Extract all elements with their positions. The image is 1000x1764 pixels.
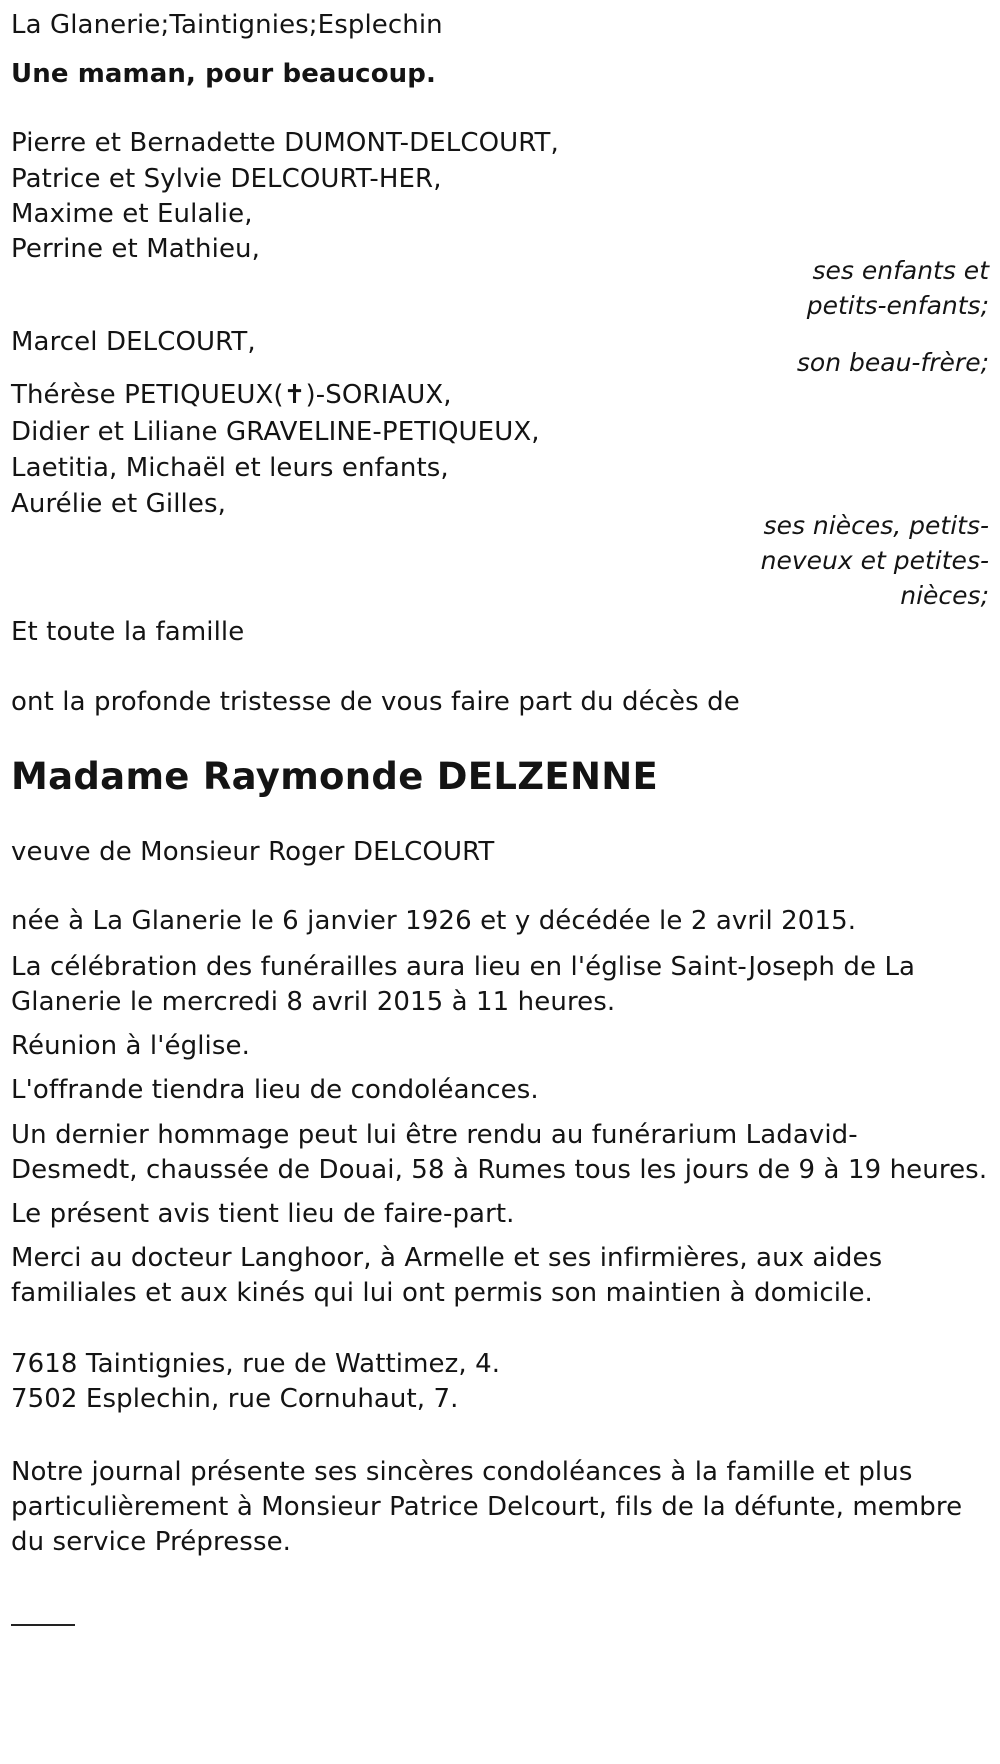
spouse-line: veuve de Monsieur Roger DELCOURT [11, 837, 495, 867]
address-line: 7502 Esplechin, rue Cornuhaut, 7. [11, 1384, 459, 1414]
closing-line: du service Prépresse. [11, 1527, 292, 1557]
family-name: Patrice et Sylvie DELCOURT-HER, [11, 164, 442, 194]
places-header: La Glanerie;Taintignies;Esplechin [11, 10, 443, 40]
relation-label: son beau-frère; [796, 348, 989, 377]
relation-label: nièces; [900, 581, 989, 610]
offering-line: L'offrande tiendra lieu de condoléances. [11, 1075, 539, 1105]
notice-line: Le présent avis tient lieu de faire-part. [11, 1199, 515, 1229]
family-name: Laetitia, Michaël et leurs enfants, [11, 453, 449, 483]
relation-label: ses nièces, petits- [763, 511, 989, 540]
closing-line: particulièrement à Monsieur Patrice Delcourt, fils de la défunte, membre [11, 1492, 963, 1522]
thanks-line: familiales et aux kinés qui lui ont permis son maintien à domicile. [11, 1278, 873, 1308]
deceased-name: Madame Raymonde DELZENNE [11, 755, 659, 798]
announcement: ont la profonde tristesse de vous faire part du décès de [11, 687, 740, 717]
closing-line: Notre journal présente ses sincères condoléances à la famille et plus [11, 1457, 913, 1487]
family-name: Didier et Liliane GRAVELINE-PETIQUEUX, [11, 417, 540, 447]
tagline: Une maman, pour beaucoup. [11, 59, 436, 89]
thanks-line: Merci au docteur Langhoor, à Armelle et ses infirmières, aux aides [11, 1243, 883, 1273]
meeting-line: Réunion à l'église. [11, 1031, 250, 1061]
address-line: 7618 Taintignies, rue de Wattimez, 4. [11, 1349, 501, 1379]
tribute-line: Un dernier hommage peut lui être rendu au funérarium Ladavid- [11, 1120, 858, 1150]
family-line: Et toute la famille [11, 617, 245, 647]
tribute-line: Desmedt, chaussée de Douai, 58 à Rumes tous les jours de 9 à 19 heures. [11, 1155, 988, 1185]
funeral-line: Glanerie le mercredi 8 avril 2015 à 11 heures. [11, 987, 616, 1017]
family-name: Pierre et Bernadette DUMONT-DELCOURT, [11, 128, 559, 158]
relation-label: ses enfants et [812, 256, 989, 285]
family-name: Thérèse PETIQUEUX(✝)-SORIAUX, [11, 380, 452, 410]
family-name: Aurélie et Gilles, [11, 489, 226, 519]
relation-label: petits-enfants; [806, 291, 989, 320]
separator-rule [11, 1624, 75, 1626]
family-name: Marcel DELCOURT, [11, 327, 256, 357]
family-name: Maxime et Eulalie, [11, 199, 253, 229]
relation-label: neveux et petites- [760, 546, 989, 575]
birth-death-line: née à La Glanerie le 6 janvier 1926 et y décédée le 2 avril 2015. [11, 906, 857, 936]
family-name: Perrine et Mathieu, [11, 234, 260, 264]
funeral-line: La célébration des funérailles aura lieu en l'église Saint-Joseph de La [11, 952, 916, 982]
